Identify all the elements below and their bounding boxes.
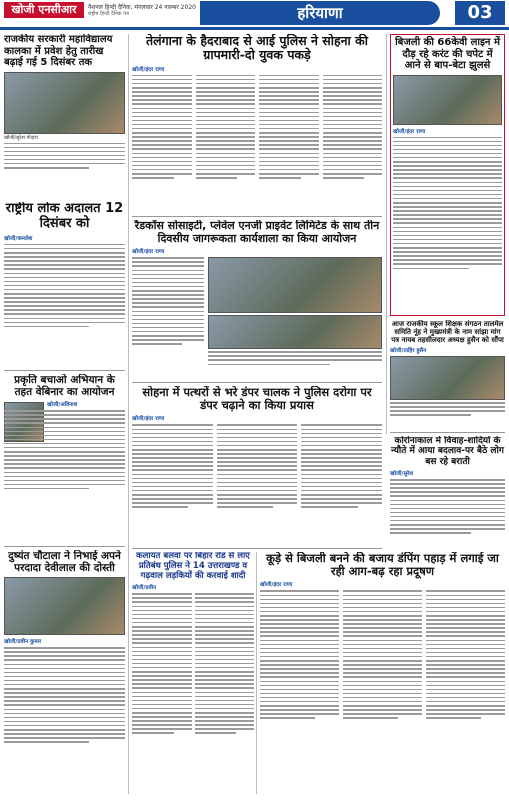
story-body (343, 590, 422, 721)
story-divider (390, 432, 505, 433)
story-photo (393, 75, 502, 125)
story-electric-shock (390, 34, 505, 316)
story-headline: बिजली की 66केवी लाइन में दौड़ रहे करंट की चपेट में आने से बाप-बेटा झुलसे (395, 37, 500, 71)
story-dushyant-chautala (4, 550, 125, 794)
story-body (4, 410, 125, 489)
column-divider (386, 34, 387, 434)
story-byline: खोजी/इंदर राणा (260, 582, 293, 589)
photo-caption: खोजी/सुरेश गोदारा (4, 134, 38, 141)
story-headline: रैडकॉस सोसाइटी, प्लेवेल एनजी प्राइवेट लिमिटेड के साथ तीन दिवसीय जागरूकता कार्यशाला का किया आयोजन (134, 220, 380, 245)
story-byline: खोजी/सुरेश (390, 471, 414, 478)
masthead-subline: राष्ट्रीय हिन्दी दैनिक पत्र (88, 11, 129, 17)
story-headline: आज राजकीय स्कूल शिक्षक संगठन तालमेल समिति नूंह ने मुख्यमंत्री के नाम सांझा मांग पत्र नायब तहसीलदार अध्यक्ष हुसैन को सौंपा (391, 320, 504, 345)
story-byline: खोजी/प्रवीन कुमार (4, 639, 42, 646)
story-divider (4, 370, 125, 371)
story-corona-weddings (258, 436, 505, 546)
story-divider (132, 216, 382, 217)
story-webinar (4, 374, 125, 544)
masthead-tagline: नैशनल हिन्दी दैनिक, मंगलवार 24 नवम्बर 2020 (88, 4, 196, 11)
story-headline: कोरोनाकाल में विवाह-शादियों के न्यौते में आया बदलाव-पर बैठे लोग बस रहे बराती (391, 436, 504, 467)
story-headline: राजकीय सरकारी महाविद्यालय कालका में प्रवेश हेतु तारीख बढ़ाई गई 5 दिसंबर तक (4, 34, 113, 68)
story-byline: खोजी/इंदर राणा (132, 416, 165, 423)
column-divider (256, 552, 257, 794)
story-body (132, 257, 204, 367)
story-body (4, 647, 125, 743)
story-body (196, 75, 256, 181)
story-lok-adalat (4, 202, 125, 370)
story-body (426, 590, 505, 721)
story-photo (4, 577, 125, 635)
story-college-admission (4, 34, 125, 200)
story-byline: खोजी/प्रवीन (132, 585, 157, 592)
story-photo (390, 356, 505, 400)
story-headline: तेलंगाना के हैदराबाद से आई पुलिस ने सोहना की ग्रापमारी-दो युवक पकड़े (145, 34, 368, 63)
story-divider (132, 548, 382, 549)
story-byline: खोजी/कमलेश (4, 235, 33, 242)
story-body (132, 593, 192, 736)
newspaper-logo: खोजी एनसीआर (4, 2, 84, 18)
story-byline: खोजी/अविनाश (47, 402, 78, 409)
story-byline: खोजी/ताहिर हुसैन (390, 348, 427, 355)
story-headline: प्रकृति बचाओ अभियान के तहत वेबिनार का आयोजन (14, 374, 115, 399)
story-headline: कूड़े से बिजली बनने की बजाय डंपिंग पहाड़ में लगाई जा रही आग-बढ़ रहा प्रदूषण (266, 552, 499, 579)
story-headline: कलायत बलवा पर बिहार रोड से लाएं प्रतिबंध पुलिस ने 14 उत्तराखण्ड व गढ़वाल लड़कियों की करवाई शादी (136, 552, 250, 581)
story-body (390, 479, 505, 534)
page-number: 03 (455, 1, 505, 25)
story-garbage-fire (260, 552, 505, 794)
story-divider (132, 382, 382, 383)
story-photo (208, 315, 382, 349)
column-divider (128, 34, 129, 794)
story-byline: खोजी/इंदर राणा (132, 249, 165, 256)
story-headline: सोहना में पत्थरों से भरे डंपर चालक ने पुलिस दरोगा पर डंपर चढ़ाने का किया प्रयास (142, 386, 372, 413)
story-body (132, 75, 192, 181)
story-photo (208, 257, 382, 313)
story-body (393, 137, 502, 270)
story-awareness-workshop (132, 220, 382, 380)
story-kalayat-marriage (132, 552, 254, 794)
story-body (4, 143, 125, 169)
story-body (323, 75, 383, 181)
story-divider (4, 546, 125, 547)
story-photo (4, 72, 125, 134)
story-body (390, 402, 505, 416)
story-body (132, 424, 213, 510)
story-telangana-police (132, 34, 382, 216)
story-byline: खोजी/इंदर राणा (132, 66, 165, 73)
story-headline: राष्ट्रीय लोक अदालत 12 दिसंबर को (5, 202, 124, 231)
story-teachers-memorandum (390, 320, 505, 430)
masthead (0, 0, 509, 30)
story-body (260, 590, 339, 721)
story-body (208, 351, 382, 365)
section-title: हरियाणा (200, 1, 440, 25)
story-body (195, 593, 255, 736)
story-headline: दुष्यंत चौटाला ने निभाई अपने परदादा देवीलाल की दोस्ती (8, 550, 121, 575)
story-body (259, 75, 319, 181)
story-byline: खोजी/इंदर राणा (393, 128, 426, 135)
story-body (4, 244, 125, 327)
